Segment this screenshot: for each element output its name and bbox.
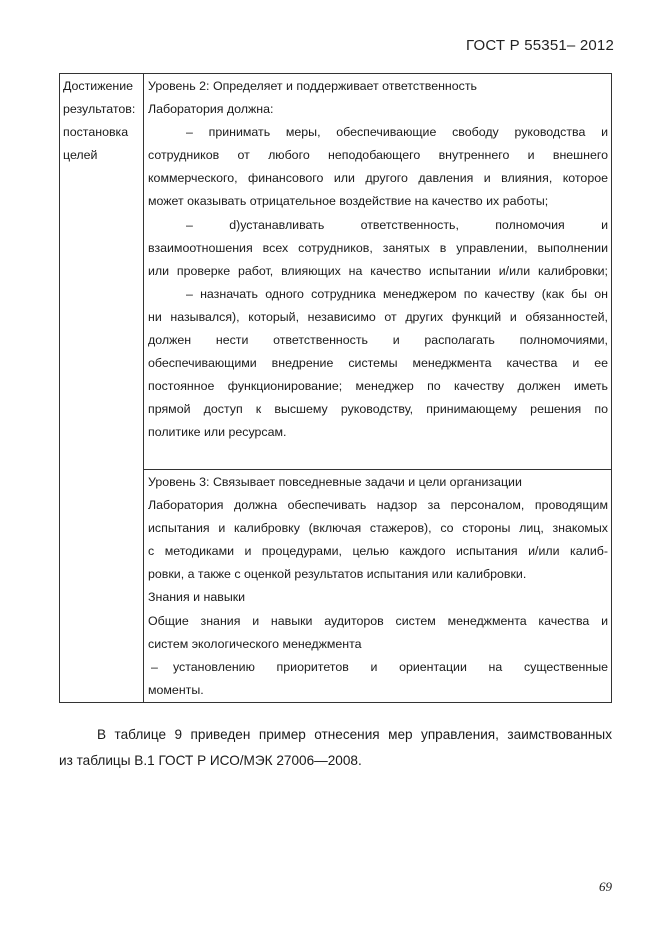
level3-body-line: ровки, а также с оценкой результатов испытания или калибровки. [148,567,527,582]
page-number: 69 [599,879,612,894]
bullet2-line: или проверке работ, влияющих на качество испытании и/или калибровки; [148,263,608,278]
bullet2-line: взаимоотношения всех сотрудников, занятых в управлении, выполнении [148,240,608,255]
skills-body-line: Общие знания и навыки аудиторов систем менеджмента качества и [148,613,608,628]
final-dash-text: установлению приоритетов и ориентации на существенные [173,659,608,674]
level3-body-line: Лаборатория должна обеспечивать надзор за персоналом, проводящим [148,498,608,513]
category-cell [60,74,144,703]
body-paragraph [59,722,612,774]
level2-cell [144,74,612,470]
level3-body-line: испытания и калибровку (включая стажеров), со стороны лиц, знакомых [148,521,608,536]
bullet3-line: – назначать одного сотрудника менеджером по качеству (как бы он [186,286,608,301]
skills-title: Знания и навыки [148,590,246,605]
paragraph-line: В таблице 9 приведен пример отнесения мер управления, заимствованных [97,727,612,742]
paragraph-line: из таблицы В.1 ГОСТ Р ИСО/МЭК 27006—2008. [59,753,362,768]
skills-body-line: систем экологического менеджмента [148,636,362,651]
final-dash-row [148,656,608,679]
level3-title: Уровень 3: Связывает повседневные задачи и цели организации [148,475,522,489]
level2-title: Уровень 2: Определяет и поддерживает ответственность [148,79,477,93]
bullet3-line: должен нести ответственность и располагать полномочиями, [148,333,608,348]
requirements-table [59,73,612,703]
bullet3-line: обеспечивающими внедрение системы менеджмента качества и ее [148,356,608,371]
bullet1-line: – принимать меры, обеспечивающие свободу руководства и [186,125,608,140]
final-dash: – [151,659,158,674]
category-line: Достижение [63,79,134,93]
bullet3-line: постоянное функционирование; менеджер по качеству должен иметь [148,379,608,394]
bullet1-line: коммерческого, финансового или другого давления и влияния, которое [148,171,608,186]
level2-intro: Лаборатория должна: [148,102,274,117]
bullet3-line: политике или ресурсам. [148,425,287,440]
level3-cell [144,470,612,703]
category-line: постановка [63,125,129,140]
category-line: результатов: [63,102,136,117]
document-number-header: ГОСТ Р 55351– 2012 [466,37,614,54]
bullet1-line: сотрудников от любого неподобающего внутреннего и внешнего [148,148,608,163]
bullet3-line: ни назывался), который, независимо от других функций и обязанностей, [148,309,608,324]
bullet2-line: – d)устанавливать ответственность, полномочия и [186,217,608,232]
category-line: целей [63,148,98,163]
level3-body-line: с методиками и процедурами, целью каждого испытания и/или калиб- [148,544,608,559]
table-row-level2 [60,74,612,470]
bullet1-line: может оказывать отрицательное воздействие на качество их работы; [148,194,549,209]
bullet3-line: прямой доступ к высшему руководству, принимающему решения по [148,402,608,417]
final-line2: моменты. [148,682,204,697]
